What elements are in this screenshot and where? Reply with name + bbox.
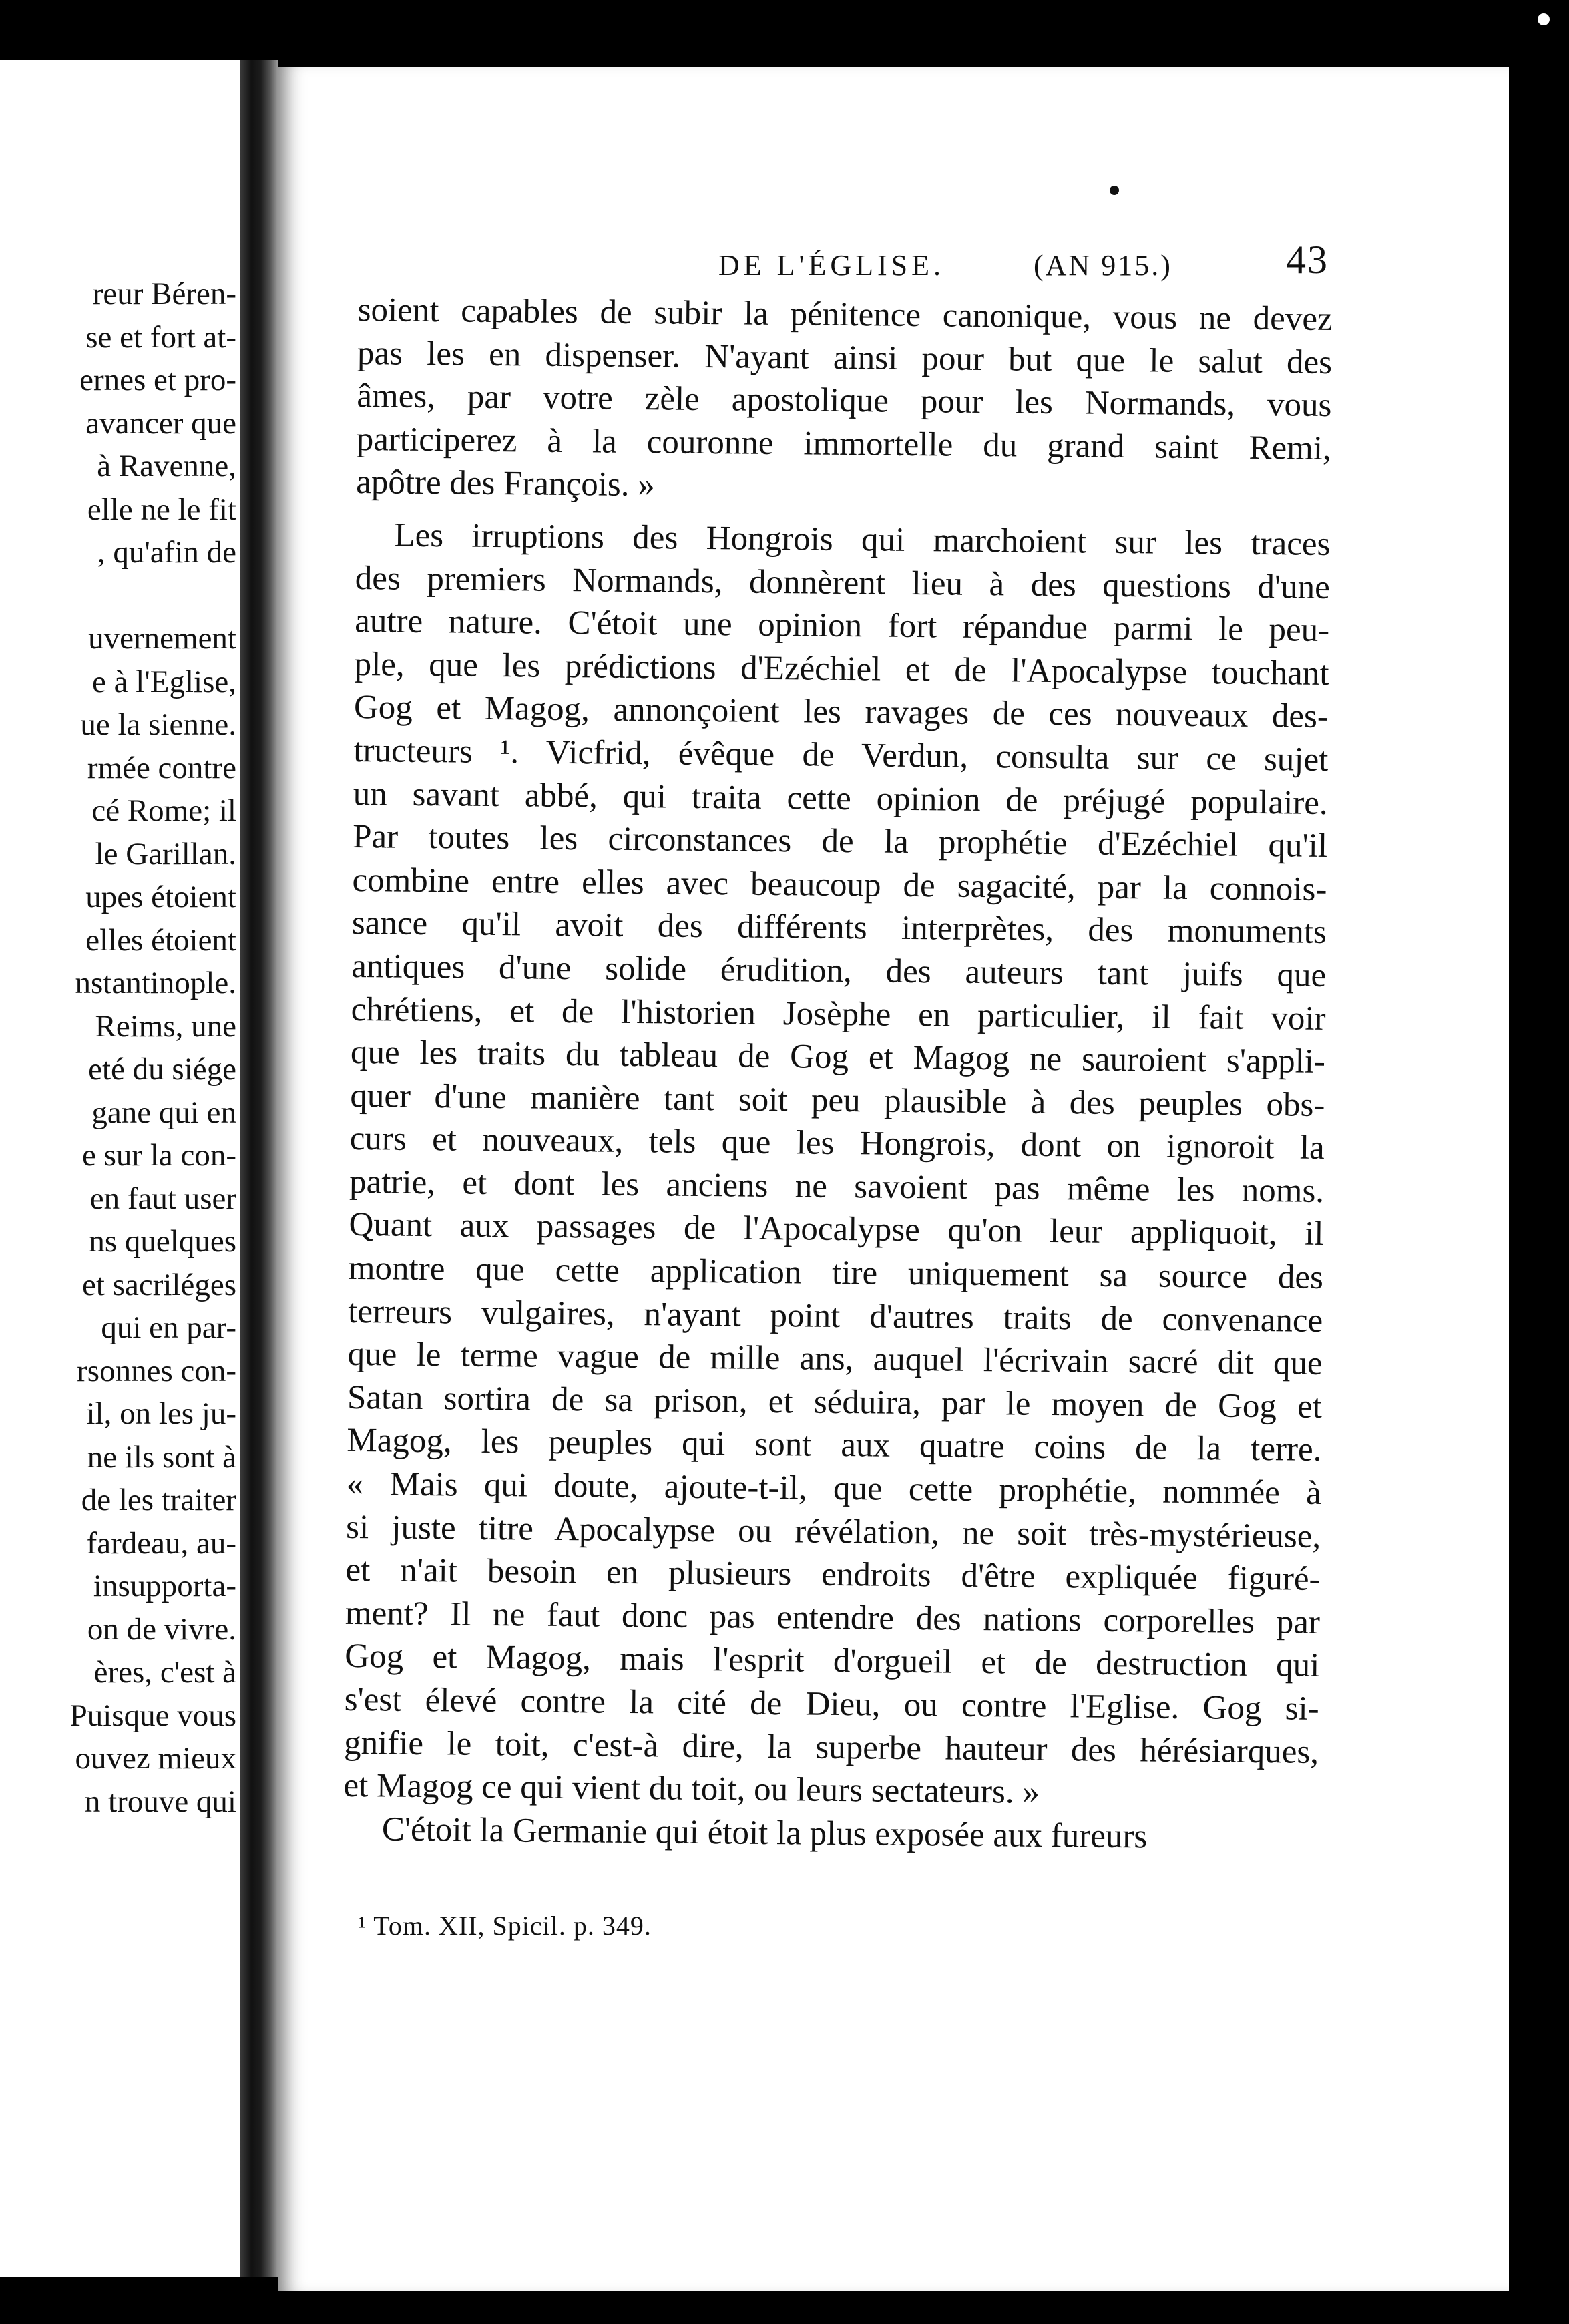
left-line: eté du siége [88, 1052, 236, 1087]
left-line: à Ravenne, [97, 449, 236, 483]
left-line: gane qui en [91, 1095, 236, 1130]
left-line: cé Rome; il [91, 793, 236, 828]
left-line: de les traiter [81, 1483, 236, 1517]
left-line: Puisque vous [69, 1698, 236, 1733]
text-line: ment? Il ne faut donc pas entendre des nations corporelles par [345, 1594, 1321, 1641]
text-line: Gog et Magog, annonçoient les ravages de ces nouveaux des- [353, 689, 1329, 736]
left-line: upes étoient [85, 880, 236, 914]
running-head-year: (AN 915.) [1034, 249, 1172, 282]
left-page-text [70, 272, 236, 1823]
left-line: Reims, une [95, 1008, 236, 1044]
text-line: si juste titre Apocalypse ou révélation, ne soit très-mystérieuse, [345, 1508, 1321, 1555]
text-line: « Mais qui doute, ajoute-t-il, que cette prophétie, nommée à [346, 1465, 1322, 1512]
page-edge [1509, 67, 1569, 2291]
text-line: tructeurs ¹. Vicfrid, évêque de Verdun, consulta sur ce sujet [353, 731, 1329, 779]
body-text [343, 288, 1333, 1860]
left-line: uvernement [88, 621, 236, 656]
left-page-fragment [0, 60, 240, 2277]
text-line: sance qu'il avoit des différents interprètes, des monuments [351, 904, 1327, 952]
text-line: des premiers Normands, donnèrent lieu à des questions d'une [355, 559, 1331, 606]
ink-dot [1110, 186, 1119, 195]
left-line: le Garillan. [95, 836, 236, 872]
text-line: Gog et Magog, mais l'esprit d'orgueil et de destruction qui [345, 1637, 1320, 1685]
text-line: participerez à la couronne immortelle du grand saint Remi, [356, 420, 1332, 467]
left-line: ue la sienne. [80, 707, 236, 742]
text-line: C'étoit la Germanie qui étoit la plus exposée aux fureurs [381, 1810, 1148, 1856]
left-line: n trouve qui [84, 1784, 236, 1819]
text-line: que le terme vague de mille ans, auquel l'écrivain sacré dit que [347, 1336, 1323, 1383]
text-line: gnifie le toit, c'est-à dire, la superbe hauteur des hérésiarques, [343, 1724, 1319, 1771]
text-line: antiques d'une solide érudition, des auteurs tant juifs que [351, 947, 1327, 994]
left-line: rmée contre [87, 750, 236, 785]
text-line: Magog, les peuples qui sont aux quatre coins de la terre. [347, 1422, 1322, 1469]
text-line: Quant aux passages de l'Apocalypse qu'on leur appliquoit, il [349, 1206, 1324, 1253]
left-line: qui en par- [101, 1310, 236, 1345]
text-line: Satan sortira de sa prison, et séduira, par le moyen de Gog et [347, 1378, 1323, 1426]
left-line: nstantinople. [75, 966, 236, 1000]
text-line: autre nature. C'étoit une opinion fort répandue parmi le peu- [354, 602, 1330, 650]
left-line [70, 574, 236, 618]
left-line: en faut user [89, 1181, 236, 1216]
text-line: curs et nouveaux, tels que les Hongrois, dont on ignoroit la [349, 1120, 1325, 1167]
left-line: e à l'Eglise, [92, 664, 236, 699]
left-line: et sacriléges [82, 1267, 236, 1302]
text-line: et Magog ce qui vient du toit, ou leurs sectateurs. » [343, 1767, 1040, 1812]
left-line: ernes et pro- [79, 363, 236, 397]
corner-mark [1538, 13, 1550, 25]
left-line: rsonnes con- [77, 1353, 236, 1388]
left-line: , qu'afin de [97, 535, 236, 570]
left-line: ne ils sont à [87, 1439, 236, 1475]
text-line: âmes, par votre zèle apostolique pour les Normands, vous [357, 377, 1332, 425]
left-line: se et fort at- [85, 319, 236, 355]
left-line: ères, c'est à [93, 1655, 236, 1690]
text-line: pas les en dispenser. N'ayant ainsi pour but que le salut des [357, 334, 1333, 381]
text-line: chrétiens, et de l'historien Josèphe en particulier, il fait voir [351, 990, 1326, 1038]
left-line: ns quelques [89, 1224, 236, 1259]
text-line: Par toutes les circonstances de la prophétie d'Ezéchiel qu'il [352, 818, 1328, 865]
text-line: quer d'une manière tant soit peu plausible à des peuples obs- [350, 1077, 1325, 1124]
left-line: ouvez mieux [75, 1741, 236, 1776]
left-line: on de vivre. [87, 1611, 236, 1647]
left-line: il, on les ju- [86, 1396, 236, 1431]
page-number: 43 [1286, 238, 1329, 282]
book-gutter [240, 60, 278, 2277]
text-line: combine entre elles avec beaucoup de sagacité, par la connois- [352, 861, 1327, 908]
left-line: e sur la con- [82, 1138, 236, 1173]
text-line: que les traits du tableau de Gog et Magog ne sauroient s'appli- [350, 1034, 1326, 1081]
left-line: elles étoient [85, 922, 236, 958]
text-line: Les irruptions des Hongrois qui marchoient sur les traces [394, 516, 1331, 563]
left-line: avancer que [85, 405, 236, 441]
text-line: et n'ait besoin en plusieurs endroits d'être expliquée figuré- [345, 1551, 1321, 1599]
left-line: insupporta- [93, 1569, 236, 1603]
left-line: reur Béren- [92, 276, 236, 311]
text-line: terreurs vulgaires, n'ayant point d'autres traits de convenance [348, 1292, 1323, 1340]
text-line: apôtre des François. » [355, 463, 656, 504]
text-line: un savant abbé, qui traita cette opinion de préjugé populaire. [353, 775, 1328, 822]
text-line: s'est élevé contre la cité de Dieu, ou contre l'Eglise. Gog si- [344, 1680, 1319, 1728]
left-line: elle ne le fit [87, 492, 236, 527]
text-line: ple, que les prédictions d'Ezéchiel et de l'Apocalypse touchant [354, 645, 1329, 693]
right-page [278, 67, 1509, 2291]
text-line: soient capables de subir la pénitence canonique, vous ne devez [357, 290, 1333, 339]
footnote: ¹ Tom. XII, Spicil. p. 349. [358, 1911, 652, 1941]
running-head-title: DE L'ÉGLISE. [718, 249, 945, 282]
text-line: montre que cette application tire uniquement sa source des [348, 1249, 1324, 1297]
left-line: fardeau, au- [86, 1525, 236, 1561]
text-line: patrie, et dont les anciens ne savoient pas même les noms. [349, 1163, 1325, 1210]
